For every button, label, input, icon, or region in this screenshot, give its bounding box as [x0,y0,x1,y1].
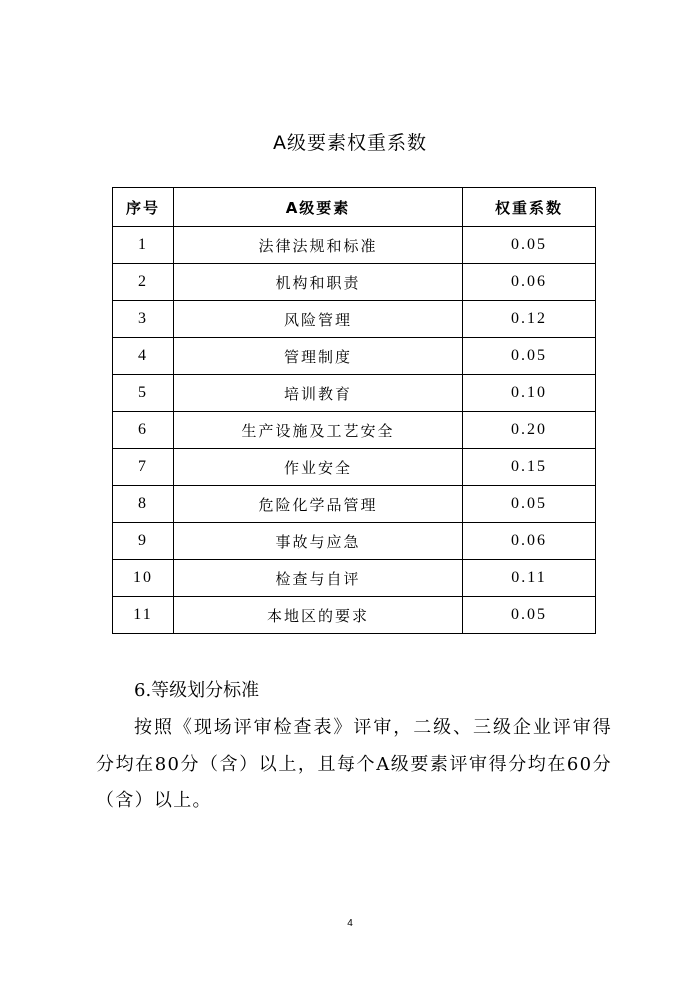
row-weight-cell: 0.05 [463,338,596,375]
row-weight-cell: 0.12 [463,301,596,338]
table-row [113,375,596,412]
row-element-cell: 危险化学品管理 [174,486,463,523]
row-weight-cell: 0.06 [463,523,596,560]
body-paragraph: 按照《现场评审检查表》评审，二级、三级企业评审得分均在80分（含）以上，且每个A级要素评审得分均在60分（含）以上。 [96,717,612,811]
row-index-cell: 5 [113,375,174,412]
row-element-cell: 作业安全 [174,449,463,486]
table-row [113,486,596,523]
row-index-cell: 4 [113,338,174,375]
table-row [113,597,596,634]
weight-table [112,187,596,634]
row-index-cell: 9 [113,523,174,560]
row-index-cell: 2 [113,264,174,301]
row-element-cell: 培训教育 [174,375,463,412]
row-weight-cell: 0.11 [463,560,596,597]
row-element-cell: 检查与自评 [174,560,463,597]
row-weight-cell: 0.20 [463,412,596,449]
table-row [113,523,596,560]
row-index-cell: 1 [113,227,174,264]
table-row [113,449,596,486]
table-row [113,412,596,449]
table-row [113,338,596,375]
page-number: 4 [347,918,353,929]
row-element-cell: 机构和职责 [174,264,463,301]
column-header-weight: 权重系数 [463,188,596,227]
row-element-cell: 管理制度 [174,338,463,375]
row-index-cell: 11 [113,597,174,634]
column-header-element: A级要素 [174,188,463,227]
table-row [113,227,596,264]
table-row [113,560,596,597]
table-row [113,264,596,301]
row-weight-cell: 0.05 [463,597,596,634]
row-element-cell: 风险管理 [174,301,463,338]
row-element-cell: 法律法规和标准 [174,227,463,264]
row-element-cell: 事故与应急 [174,523,463,560]
row-index-cell: 3 [113,301,174,338]
row-weight-cell: 0.05 [463,486,596,523]
row-element-cell: 生产设施及工艺安全 [174,412,463,449]
row-weight-cell: 0.06 [463,264,596,301]
row-weight-cell: 0.05 [463,227,596,264]
row-weight-cell: 0.10 [463,375,596,412]
row-weight-cell: 0.15 [463,449,596,486]
row-index-cell: 8 [113,486,174,523]
row-index-cell: 7 [113,449,174,486]
row-index-cell: 6 [113,412,174,449]
page-title: A级要素权重系数 [273,132,427,154]
section-heading: 6.等级划分标准 [134,680,260,701]
table-header-row [113,188,596,227]
row-element-cell: 本地区的要求 [174,597,463,634]
table-row [113,301,596,338]
column-header-index: 序号 [113,188,174,227]
row-index-cell: 10 [113,560,174,597]
table-body [113,227,596,634]
